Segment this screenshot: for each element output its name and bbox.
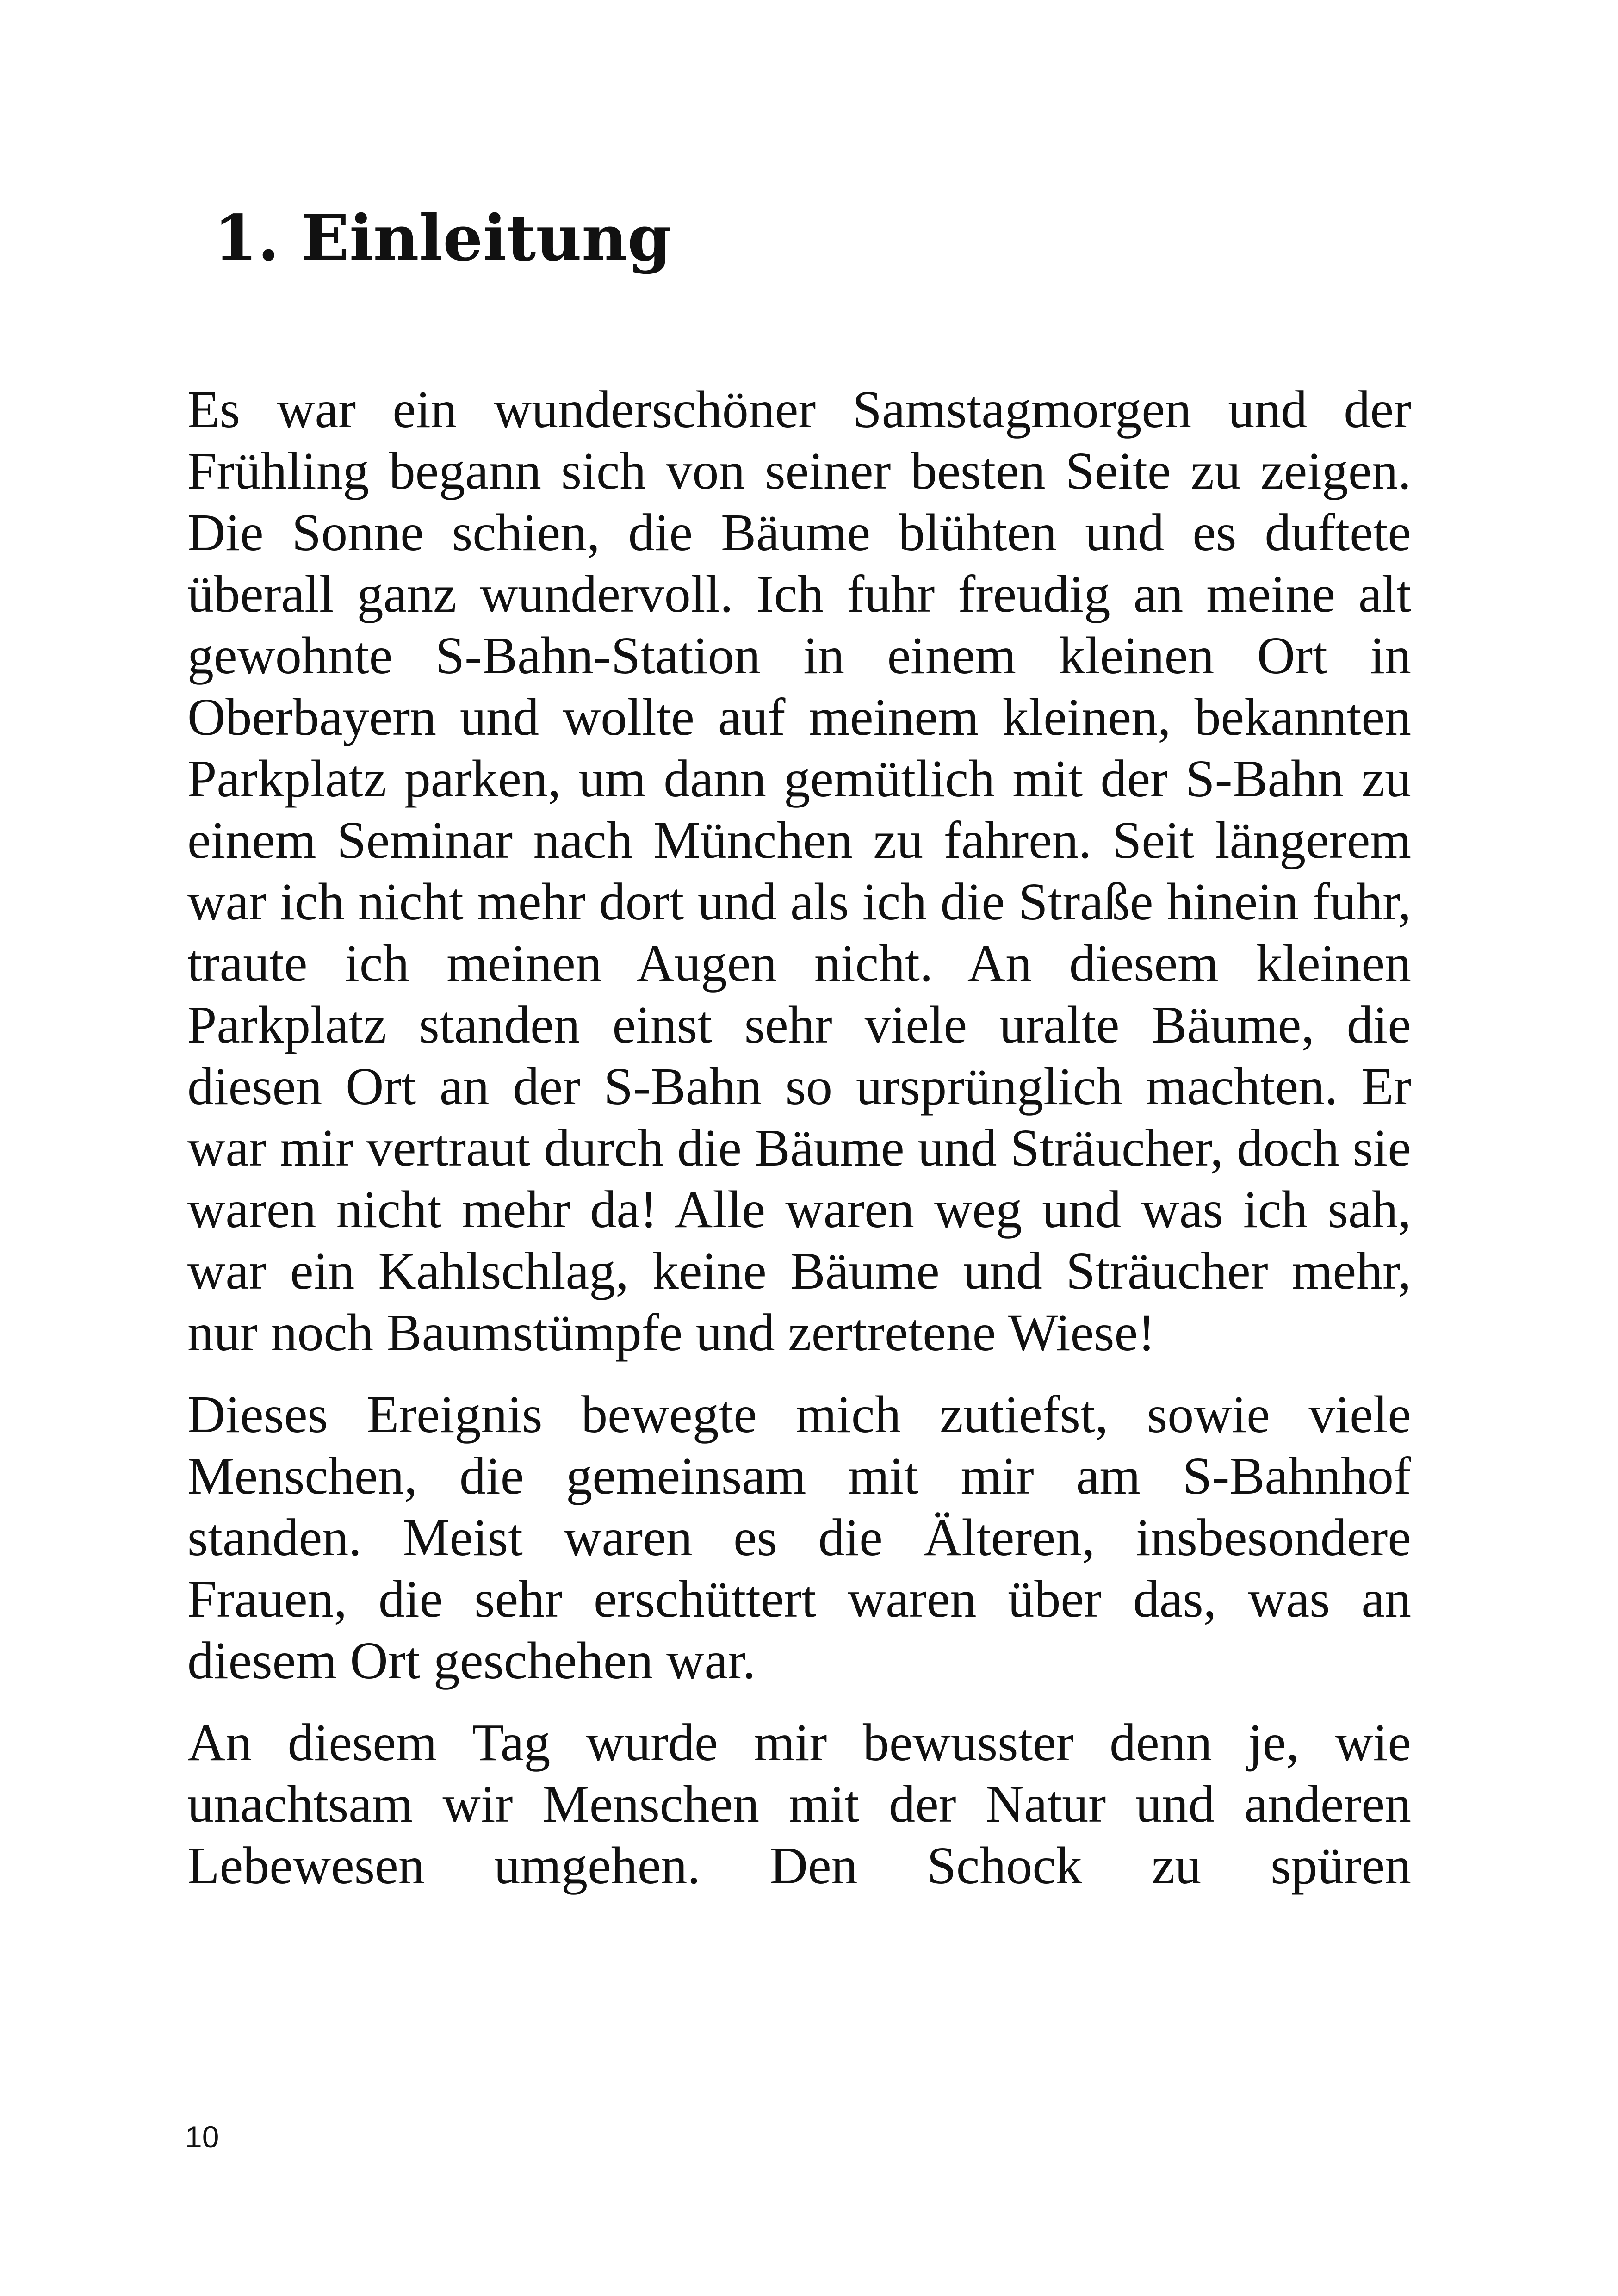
paragraph-1: Es war ein wunderschöner Samstagmorgen und der Frühling begann sich von seiner besten Seite zu zeigen. Die Sonne schien, die Bäume blühten und es duftete überall ganz wundervoll. Ich fuhr freudig an meine alt gewohnte S-Bahn-Station in einem kleinen Ort in Oberbayern und wollte auf meinem kleinen, bekannten Parkplatz parken, um dann gemütlich mit der S-Bahn zu einem Seminar nach München zu fahren. Seit längerem war ich nicht mehr dort und als ich die Straße hinein fuhr, traute ich meinen Augen nicht. An diesem kleinen Parkplatz standen einst sehr viele uralte Bäume, die diesen Ort an der S-Bahn so ursprünglich machten. Er war mir vertraut durch die Bäume und Sträucher, doch sie waren nicht mehr da! Alle waren weg und was ich sah, war ein Kahlschlag, keine Bäume und Sträucher mehr, nur noch Baumstümpfe und zertretene Wiese! [187,380,1411,1362]
paragraph-2: Dieses Ereignis bewegte mich zutiefst, sowie viele Menschen, die gemeinsam mit mir am S-Bahnhof standen. Meist waren es die Älteren, insbesondere Frauen, die sehr erschüttert waren über das, was an diesem Ort geschehen war. [187,1385,1411,1690]
paragraph-3: An diesem Tag wurde mir bewusster denn je, wie unachtsam wir Menschen mit der Natur und anderen Lebewesen umgehen. Den Schock zu spüren [187,1713,1411,1895]
body-text [187,379,1411,1917]
page-number: 10 [185,2120,219,2154]
chapter-heading: 1. Einleitung [214,201,672,275]
